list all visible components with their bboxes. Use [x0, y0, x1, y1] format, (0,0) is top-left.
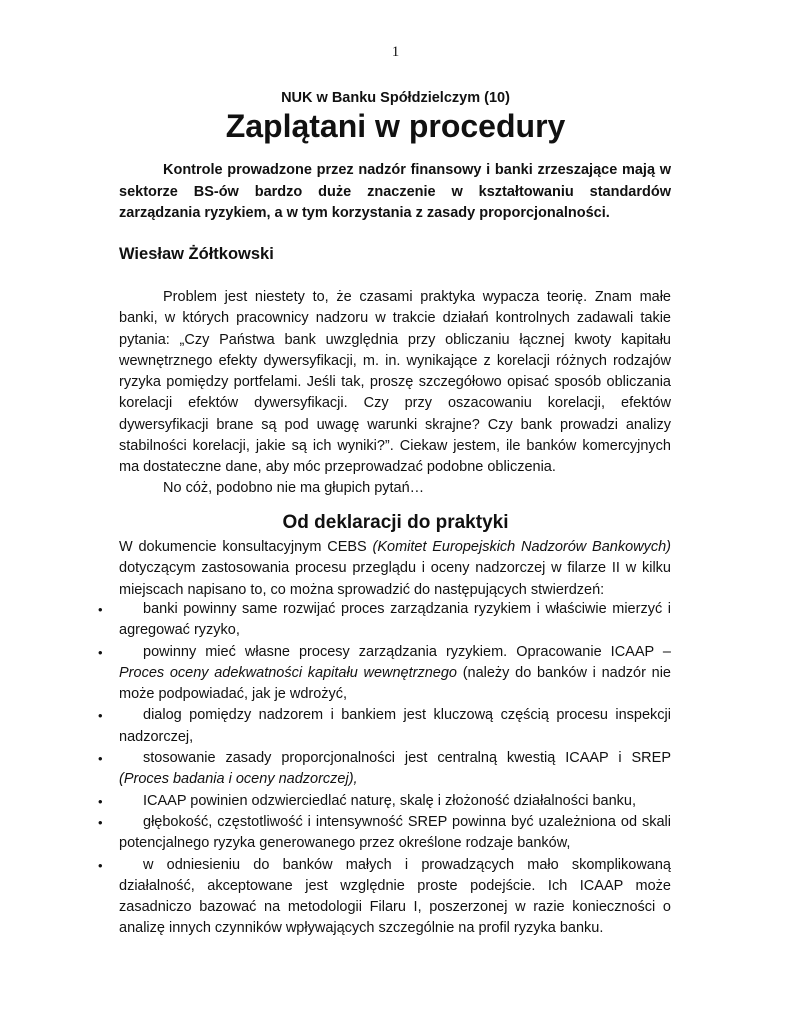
list-item-text: powinny mieć własne procesy zarządzania ryzykiem. Opracowanie ICAAP – — [143, 643, 671, 660]
list-item — [98, 705, 671, 748]
bullet-icon: • — [98, 814, 103, 830]
body-paragraph: No cóż, podobno nie ma głupich pytań… — [163, 480, 425, 496]
bullet-icon: • — [98, 857, 103, 873]
intro-text: dotyczącym zastosowania procesu przeglądu i oceny nadzorczej w filarze II w kilku miejscach napisano to, co można sprowadzić do następujących stwierdzeń: — [119, 560, 671, 598]
bullet-icon: • — [98, 751, 103, 767]
bullet-list — [0, 599, 791, 940]
bullet-icon: • — [98, 644, 103, 660]
list-item-text: stosowanie zasady proporcjonalności jest centralną kwestią ICAAP i SREP — [143, 750, 671, 767]
bullet-icon: • — [98, 793, 103, 809]
list-item — [98, 599, 671, 642]
list-item-text: dialog pomiędzy nadzorem i bankiem jest kluczową częścią procesu inspekcji nadzorczej, — [119, 707, 671, 745]
list-item-text: (należy do banków i nadzór nie może podpowiadać, jak je wdrożyć, — [119, 664, 671, 703]
author-name: Wiesław Żółtkowski — [119, 245, 274, 263]
section-heading: Od deklaracji do praktyki — [282, 512, 509, 533]
bullet-icon: • — [98, 602, 103, 617]
bullet-icon: • — [98, 708, 103, 724]
list-item — [98, 855, 671, 940]
list-item-italic: (Proces badania i oceny nadzorczej), — [119, 771, 358, 788]
page-number: 1 — [391, 44, 400, 60]
list-item-text: banki powinny same rozwijać proces zarządzania ryzykiem i właściwie mierzyć i agregować ryzyko, — [119, 601, 671, 639]
body-paragraph: Problem jest niestety to, że czasami praktyka wypacza teorię. Znam małe banki, w których pracownicy nadzoru w trakcie działań kontrolnych zadawali takie pytania: „Czy Państwa bank uwzględnia przy obliczaniu łącznej kwoty kapitału wewnętrznego efekty dywersyfikacji, m. in. wynikające z korelacji różnych rodzajów ryzyka pomiędzy portfelami. Jeśli tak, proszę szczegółowo opisać sposób obliczania korelacji efektów dywersyfikacji. Czy przy oszacowaniu korelacji, efektów dywersyfikacji brane są pod uwagę warunki skrajne? Czy bank prowadzi analizy stabilności korelacji, jakie są ich wyniki?”. Ciekaw jestem, ile banków komercyjnych ma dostateczne dane, aby móc przeprowadzać podobne obliczenia. — [119, 289, 671, 476]
section-intro — [119, 537, 671, 601]
intro-text: W dokumencie konsultacyjnym CEBS — [119, 539, 373, 555]
list-item-italic: Proces oceny adekwatności kapitału wewnętrznego — [119, 664, 457, 681]
series-label: NUK w Banku Spółdzielczym (10) — [281, 90, 510, 106]
list-item — [98, 791, 671, 812]
list-item — [98, 642, 671, 706]
intro-italic: (Komitet Europejskich Nadzorów Bankowych) — [372, 539, 672, 555]
article-title: Zaplątani w procedury — [225, 108, 566, 144]
list-item — [98, 812, 671, 855]
list-item-text: w odniesieniu do banków małych i prowadzących mało skomplikowaną działalność, akceptowane jest względnie proste podejście. Ich ICAAP może zasadniczo bazować na metodologii Filaru I, poszerzonej w razie konieczności o analizę innych czynników wpływających szczególnie na profil ryzyka banku. — [119, 856, 671, 937]
list-item — [98, 748, 671, 791]
list-item-text: ICAAP powinien odzwierciedlać naturę, skalę i złożoność działalności banku, — [143, 792, 636, 809]
lead-paragraph: Kontrole prowadzone przez nadzór finansowy i banki zrzeszające mają w sektorze BS-ów bardzo duże znaczenie w kształtowaniu standardów zarządzania ryzykiem, a w tym korzystania z zasady proporcjonalności. — [119, 162, 671, 221]
list-item-text: głębokość, częstotliwość i intensywność SREP powinna być uzależniona od skali potencjalnego ryzyka generowanego przez określone rodzaje banków, — [119, 813, 671, 852]
